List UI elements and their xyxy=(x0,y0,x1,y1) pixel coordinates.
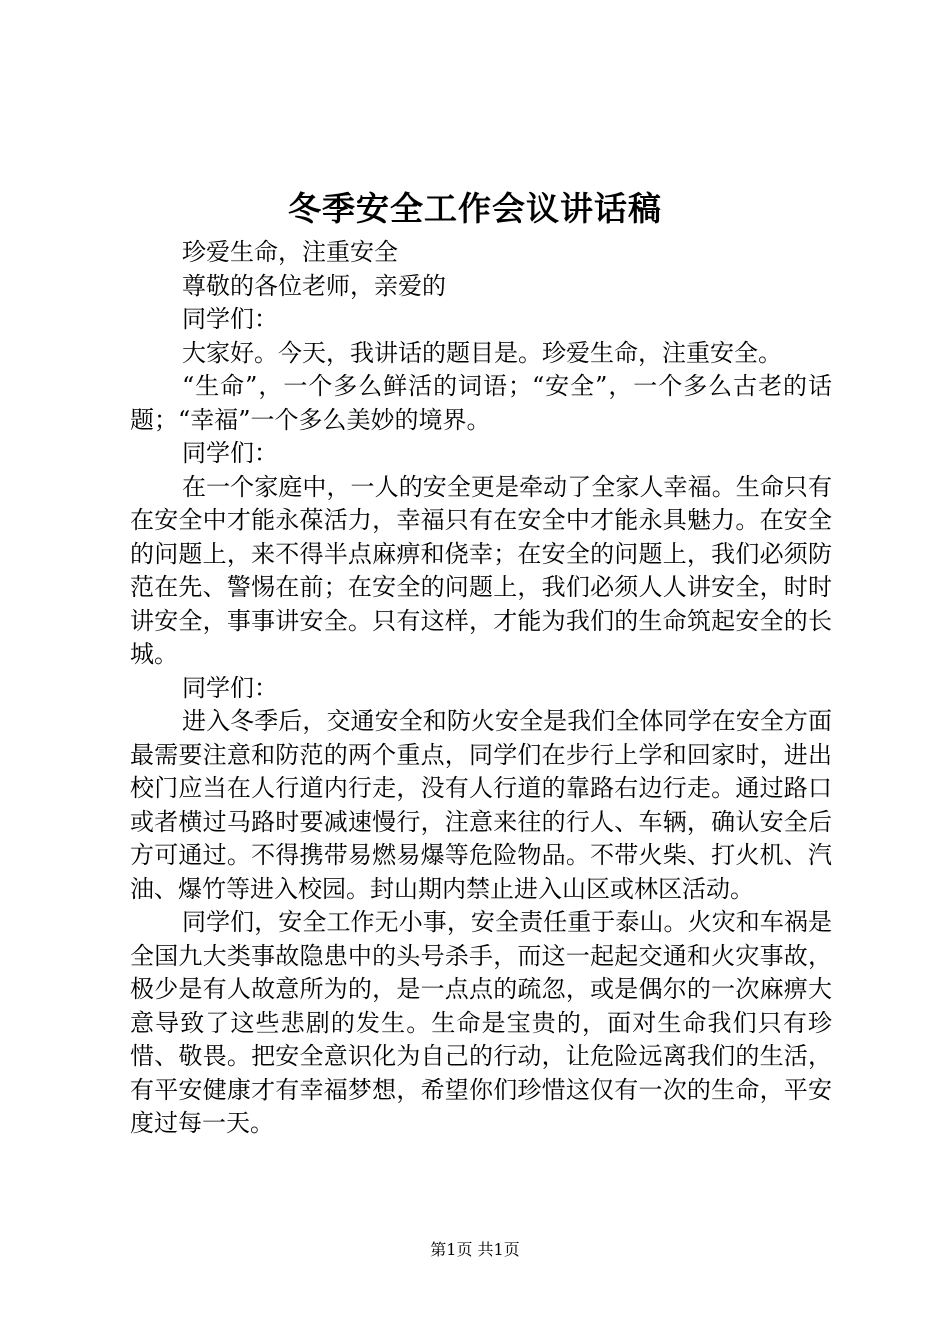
paragraph-opening: 大家好。今天，我讲话的题目是。珍爱生命，注重安全。 xyxy=(182,338,782,367)
paragraph-address: 同学们： xyxy=(182,439,278,467)
paragraph-intro: “生命”，一个多么鲜活的词语；“安全”，一个多么古老的话题；“幸福”一个多么美妙的境界。 xyxy=(130,372,832,434)
page-footer: 第1页 共1页 xyxy=(430,1240,520,1259)
paragraph-greeting: 尊敬的各位老师，亲爱的 xyxy=(182,271,446,300)
paragraph-body: 在一个家庭中，一人的安全更是牵动了全家人幸福。生命只有在安全中才能永葆活力，幸福只有在安全中才能永具魅力。在安全的问题上，来不得半点麻痹和侥幸；在安全的问题上，我们必须防范在先、警惕在前；在安全的问题上，我们必须人人讲安全，时时讲安全，事事讲安全。只有这样，才能为我们的生命筑起安全的长城。 xyxy=(130,472,832,668)
paragraph-address: 同学们： xyxy=(182,673,278,702)
document-body xyxy=(130,236,832,1141)
paragraph-subtitle: 珍爱生命，注重安全 xyxy=(182,238,398,266)
paragraph-closing: 同学们，安全工作无小事，安全责任重于泰山。火灾和车祸是全国九大类事故隐患中的头号杀手，而这一起起交通和火灾事故，极少是有人故意所为的，是一点点的疏忽，或是偶尔的一次麻痹大意导致了这些悲剧的发生。生命是宝贵的，面对生命我们只有珍惜、敬畏。把安全意识化为自己的行动，让危险远离我们的生活，有平安健康才有幸福梦想，希望你们珍惜这仅有一次的生命，平安度过每一天。 xyxy=(130,908,832,1137)
page-title: 冬季安全工作会议讲话稿 xyxy=(288,189,662,228)
paragraph-body: 进入冬季后，交通安全和防火安全是我们全体同学在安全方面最需要注意和防范的两个重点，同学们在步行上学和回家时，进出校门应当在人行道内行走，没有人行道的靠路右边行走。通过路口或者横过马路时要减速慢行，注意来往的行人、车辆，确认安全后方可通过。不得携带易燃易爆等危险物品。不带火柴、打火机、汽油、爆竹等进入校园。封山期内禁止进入山区或林区活动。 xyxy=(130,707,832,903)
paragraph-address: 同学们： xyxy=(182,305,278,333)
